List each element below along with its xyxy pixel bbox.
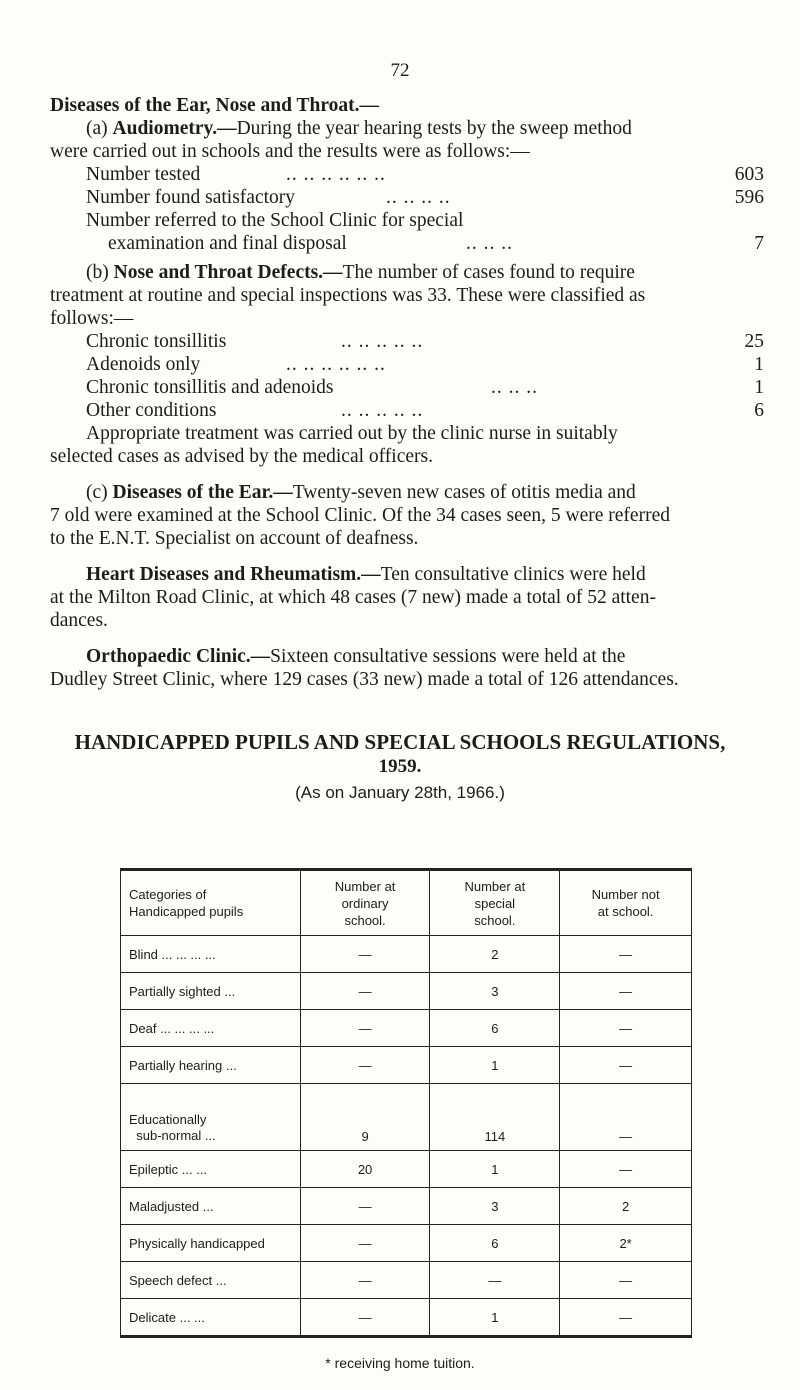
list-item: Other conditions .. .. .. .. .. 6: [86, 400, 764, 421]
header-special-school: Number at special school.: [430, 870, 560, 936]
ear-diseases-title: Diseases of the Ear.—: [112, 482, 293, 503]
header-ordinary-school: Number at ordinary school.: [300, 870, 430, 936]
section-year: 1959.: [378, 756, 422, 777]
header-categories: Categories of Handicapped pupils: [121, 870, 301, 936]
row-category: Partially sighted ...: [121, 973, 301, 1010]
list-item: Chronic tonsillitis and adenoids .. .. .. 1: [86, 377, 764, 398]
nose-throat-after-2: selected cases as advised by the medical officers.: [50, 446, 433, 467]
row-category: Epileptic ... ...: [121, 1151, 301, 1188]
audiometry-results-list: [86, 163, 776, 255]
table-row: Educationally sub-normal ... 9 114 —: [121, 1084, 692, 1151]
nose-throat-title: Nose and Throat Defects.—: [113, 262, 343, 283]
list-item: examination and final disposal .. .. .. 7: [108, 233, 764, 254]
footnote: * receiving home tuition.: [325, 1355, 475, 1371]
list-item: Number referred to the School Clinic for special: [86, 210, 464, 231]
list-item: Number found satisfactory .. .. .. .. 596: [86, 187, 764, 208]
nose-throat-text-2: treatment at routine and special inspections was 33. These were classified as: [50, 285, 646, 306]
table-row: Epileptic ... ... 20 1 —: [121, 1151, 692, 1188]
ear-diseases-text-3: to the E.N.T. Specialist on account of deafness.: [50, 528, 419, 549]
table-row: Partially hearing ... — 1 —: [121, 1047, 692, 1084]
row-category: Physically handicapped: [121, 1225, 301, 1262]
list-item: Adenoids only .. .. .. .. .. .. 1: [86, 354, 764, 375]
section-title: HANDICAPPED PUPILS AND SPECIAL SCHOOLS REGULATIONS,: [74, 730, 726, 754]
audiometry-text-2: were carried out in schools and the results were as follows:—: [50, 141, 530, 162]
nose-throat-paragraph: (b) Nose and Throat Defects.—The number of cases found to require: [86, 262, 635, 283]
ortho-text-2: Dudley Street Clinic, where 129 cases (33 new) made a total of 126 attendances.: [50, 669, 679, 690]
ortho-title: Orthopaedic Clinic.—: [86, 646, 271, 667]
audiometry-text-1: During the year hearing tests by the sweep method: [236, 118, 632, 139]
heart-title: Heart Diseases and Rheumatism.—: [86, 564, 381, 585]
row-category: Delicate ... ...: [121, 1299, 301, 1337]
handicapped-pupils-table: [120, 868, 692, 1338]
row-category: Partially hearing ...: [121, 1047, 301, 1084]
table-row: Speech defect ... — — —: [121, 1262, 692, 1299]
nose-throat-label: (b): [86, 262, 109, 283]
table-row: Maladjusted ... — 3 2: [121, 1188, 692, 1225]
ear-diseases-text-2: 7 old were examined at the School Clinic. Of the 34 cases seen, 5 were referred: [50, 505, 670, 526]
ear-diseases-paragraph: (c) Diseases of the Ear.—Twenty-seven new cases of otitis media and: [86, 482, 636, 503]
table-row: Blind ... ... ... ... — 2 —: [121, 936, 692, 973]
row-category: Deaf ... ... ... ...: [121, 1010, 301, 1047]
audiometry-paragraph: [50, 117, 770, 140]
heart-text-3: dances.: [50, 610, 108, 631]
table-row: Deaf ... ... ... ... — 6 —: [121, 1010, 692, 1047]
header-not-at-school: Number not at school.: [560, 870, 692, 936]
heart-text-2: at the Milton Road Clinic, at which 48 cases (7 new) made a total of 52 atten-: [50, 587, 656, 608]
ear-diseases-label: (c): [86, 482, 108, 503]
row-category: Maladjusted ...: [121, 1188, 301, 1225]
row-category: Speech defect ...: [121, 1262, 301, 1299]
table-row: Partially sighted ... — 3 —: [121, 973, 692, 1010]
row-category: Educationally sub-normal ...: [121, 1084, 301, 1151]
audiometry-label: (a): [86, 118, 108, 139]
table-header-row: [121, 870, 692, 936]
nose-throat-text-3: follows:—: [50, 308, 134, 329]
nose-throat-after-1: Appropriate treatment was carried out by the clinic nurse in suitably: [86, 423, 618, 444]
page-number: 72: [390, 60, 410, 81]
ent-heading: Diseases of the Ear, Nose and Throat.—: [50, 95, 379, 116]
heart-paragraph: Heart Diseases and Rheumatism.—Ten consultative clinics were held: [86, 564, 646, 585]
row-category: Blind ... ... ... ...: [121, 936, 301, 973]
nose-throat-list: [86, 330, 776, 422]
ortho-paragraph: Orthopaedic Clinic.—Sixteen consultative sessions were held at the: [86, 646, 626, 667]
table-row: Delicate ... ... — 1 —: [121, 1299, 692, 1337]
audiometry-title: Audiometry.—: [112, 118, 237, 139]
list-item: Number tested .. .. .. .. .. .. 603: [86, 164, 764, 185]
list-item: Chronic tonsillitis .. .. .. .. .. 25: [86, 331, 764, 352]
table-row: Physically handicapped — 6 2*: [121, 1225, 692, 1262]
section-date: (As on January 28th, 1966.): [295, 783, 505, 802]
